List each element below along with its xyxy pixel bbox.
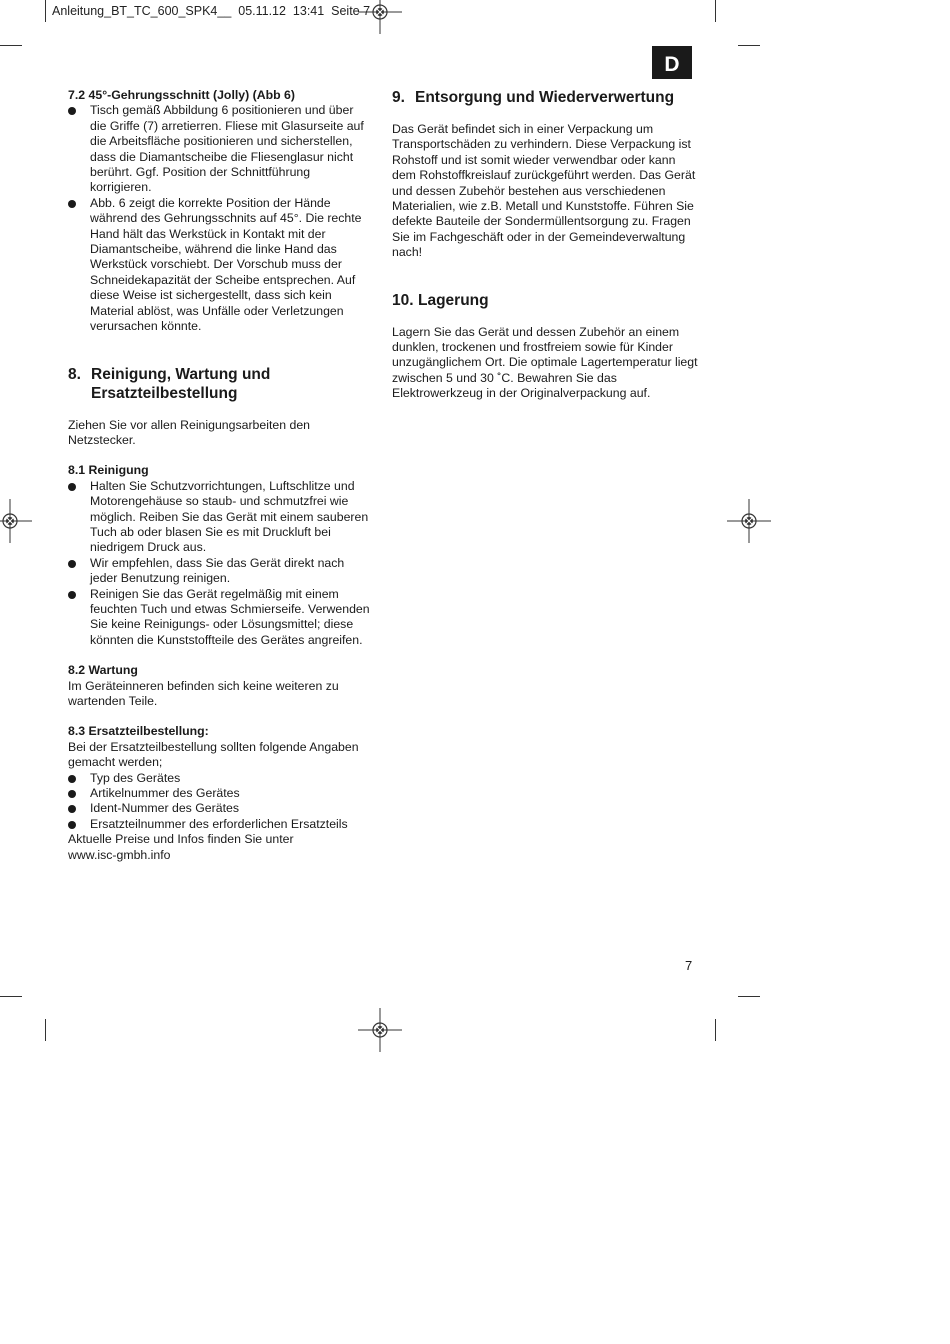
bullet-icon	[68, 775, 76, 783]
section-8-3-outro: Aktuelle Preise und Infos finden Sie unter	[68, 832, 294, 847]
section-8-2-text: Im Geräteinneren befinden sich keine weiteren zu wartenden Teile.	[68, 678, 339, 708]
section-8-2-title: 8.2 Wartung	[68, 663, 138, 678]
section-7-2-list	[68, 103, 370, 334]
crop-mark	[45, 0, 46, 22]
bullet-icon	[68, 107, 76, 115]
section-8-1-list	[68, 479, 370, 648]
crop-mark	[738, 45, 760, 46]
registration-mark-icon	[0, 499, 32, 543]
bullet-icon	[68, 821, 76, 829]
bullet-icon	[68, 200, 76, 208]
left-column	[68, 88, 370, 863]
list-item: Artikelnummer des Gerätes	[68, 786, 370, 801]
list-item: Halten Sie Schutzvorrichtungen, Luftschlitze und Motorengehäuse so staub- und schmutzfrei wie möglich. Reiben Sie das Gerät mit einem sauberen Tuch ab oder blasen Sie es mit Druckluft bei niedrigem Druck aus.	[68, 479, 370, 556]
section-8-heading: 8. Reinigung, Wartung und Ersatzteilbestellung	[68, 365, 271, 402]
crop-mark	[715, 0, 716, 22]
bullet-icon	[68, 483, 76, 491]
crop-mark	[0, 45, 22, 46]
registration-mark-icon	[358, 0, 402, 34]
bullet-icon	[68, 560, 76, 568]
website-link[interactable]: www.isc-gmbh.info	[68, 847, 171, 862]
registration-mark-icon	[727, 499, 771, 543]
section-10-text: Lagern Sie das Gerät und dessen Zubehör an einem dunklen, trockenen und frostfreiem sowie für Kinder unzugänglichem Ort. Die optimale Lagertemperatur liegt zwischen 5 und 30 ˚C. Bewahren Sie das Elektrowerkzeug in der Originalverpackung auf.	[392, 324, 698, 401]
section-9-text: Das Gerät befindet sich in einer Verpackung um Transportschäden zu verhindern. Diese Verpackung ist Rohstoff und ist somit wieder verwendbar oder kann dem Rohstoffkreislauf zurückgeführt werden. Das Gerät und dessen Zubehör bestehen aus verschiedenen Materialien, wie z.B. Metall und Kunststoffe. Führen Sie defekte Bauteile der Sondermüllentsorgung zu. Fragen Sie im Fachgeschäft oder in der Gemeindeverwaltung nach!	[392, 122, 696, 260]
registration-mark-icon	[358, 1008, 402, 1052]
list-item: Ersatzteilnummer des erforderlichen Ersatzteils	[68, 817, 370, 832]
section-9-heading: 9. Entsorgung und Wiederverwertung	[392, 89, 675, 106]
section-8-3-intro: Bei der Ersatzteilbestellung sollten folgende Angaben gemacht werden;	[68, 739, 359, 770]
section-8-3-title: 8.3 Ersatzteilbestellung:	[68, 724, 209, 739]
print-slug: Anleitung_BT_TC_600_SPK4__ 05.11.12 13:41 Seite 7	[52, 4, 371, 18]
bullet-icon	[68, 805, 76, 813]
crop-mark	[45, 1019, 46, 1041]
bullet-icon	[68, 591, 76, 599]
language-tab: D	[652, 46, 692, 79]
section-8-intro: Ziehen Sie vor allen Reinigungsarbeiten den Netzstecker.	[68, 417, 310, 447]
page-number: 7	[685, 958, 693, 973]
section-8-1-title: 8.1 Reinigung	[68, 463, 149, 478]
section-7-2-title: 7.2 45°-Gehrungsschnitt (Jolly) (Abb 6)	[68, 88, 295, 102]
right-column	[392, 88, 698, 402]
crop-mark	[0, 996, 22, 997]
crop-mark	[715, 1019, 716, 1041]
bullet-icon	[68, 790, 76, 798]
list-item: Ident-Nummer des Gerätes	[68, 801, 370, 816]
crop-mark	[738, 996, 760, 997]
list-item: Reinigen Sie das Gerät regelmäßig mit einem feuchten Tuch und etwas Schmierseife. Verwenden Sie keine Reinigungs- oder Lösungsmittel; diese könnten die Kunststoffteile des Gerätes angreifen.	[68, 587, 370, 649]
list-item: Typ des Gerätes	[68, 771, 370, 786]
list-item: Tisch gemäß Abbildung 6 positionieren und über die Griffe (7) arretierren. Fliese mit Glasurseite auf die Arbeitsfläche positionieren und sicherstellen, dass die Diamantscheibe die Fliesenglasur nicht berührt. Ggf. Position der Schnittführung korrigieren.	[68, 103, 370, 195]
section-8-3-list	[68, 771, 370, 833]
list-item: Abb. 6 zeigt die korrekte Position der Hände während des Gehrungsschnits auf 45°. Die rechte Hand hält das Werkstück in Kontakt mit der Diamantscheibe, während die linke Hand das Werkstück vorschiebt. Der Vorschub muss der Schneidekapazität der Scheibe entsprechen. Auf diese Weise ist sichergestellt, dass sich kein Material ablöst, was Unfälle oder Verletzungen verursachen könnte.	[68, 196, 370, 335]
section-10-heading: 10. Lagerung	[392, 291, 489, 309]
list-item: Wir empfehlen, dass Sie das Gerät direkt nach jeder Benutzung reinigen.	[68, 556, 370, 587]
